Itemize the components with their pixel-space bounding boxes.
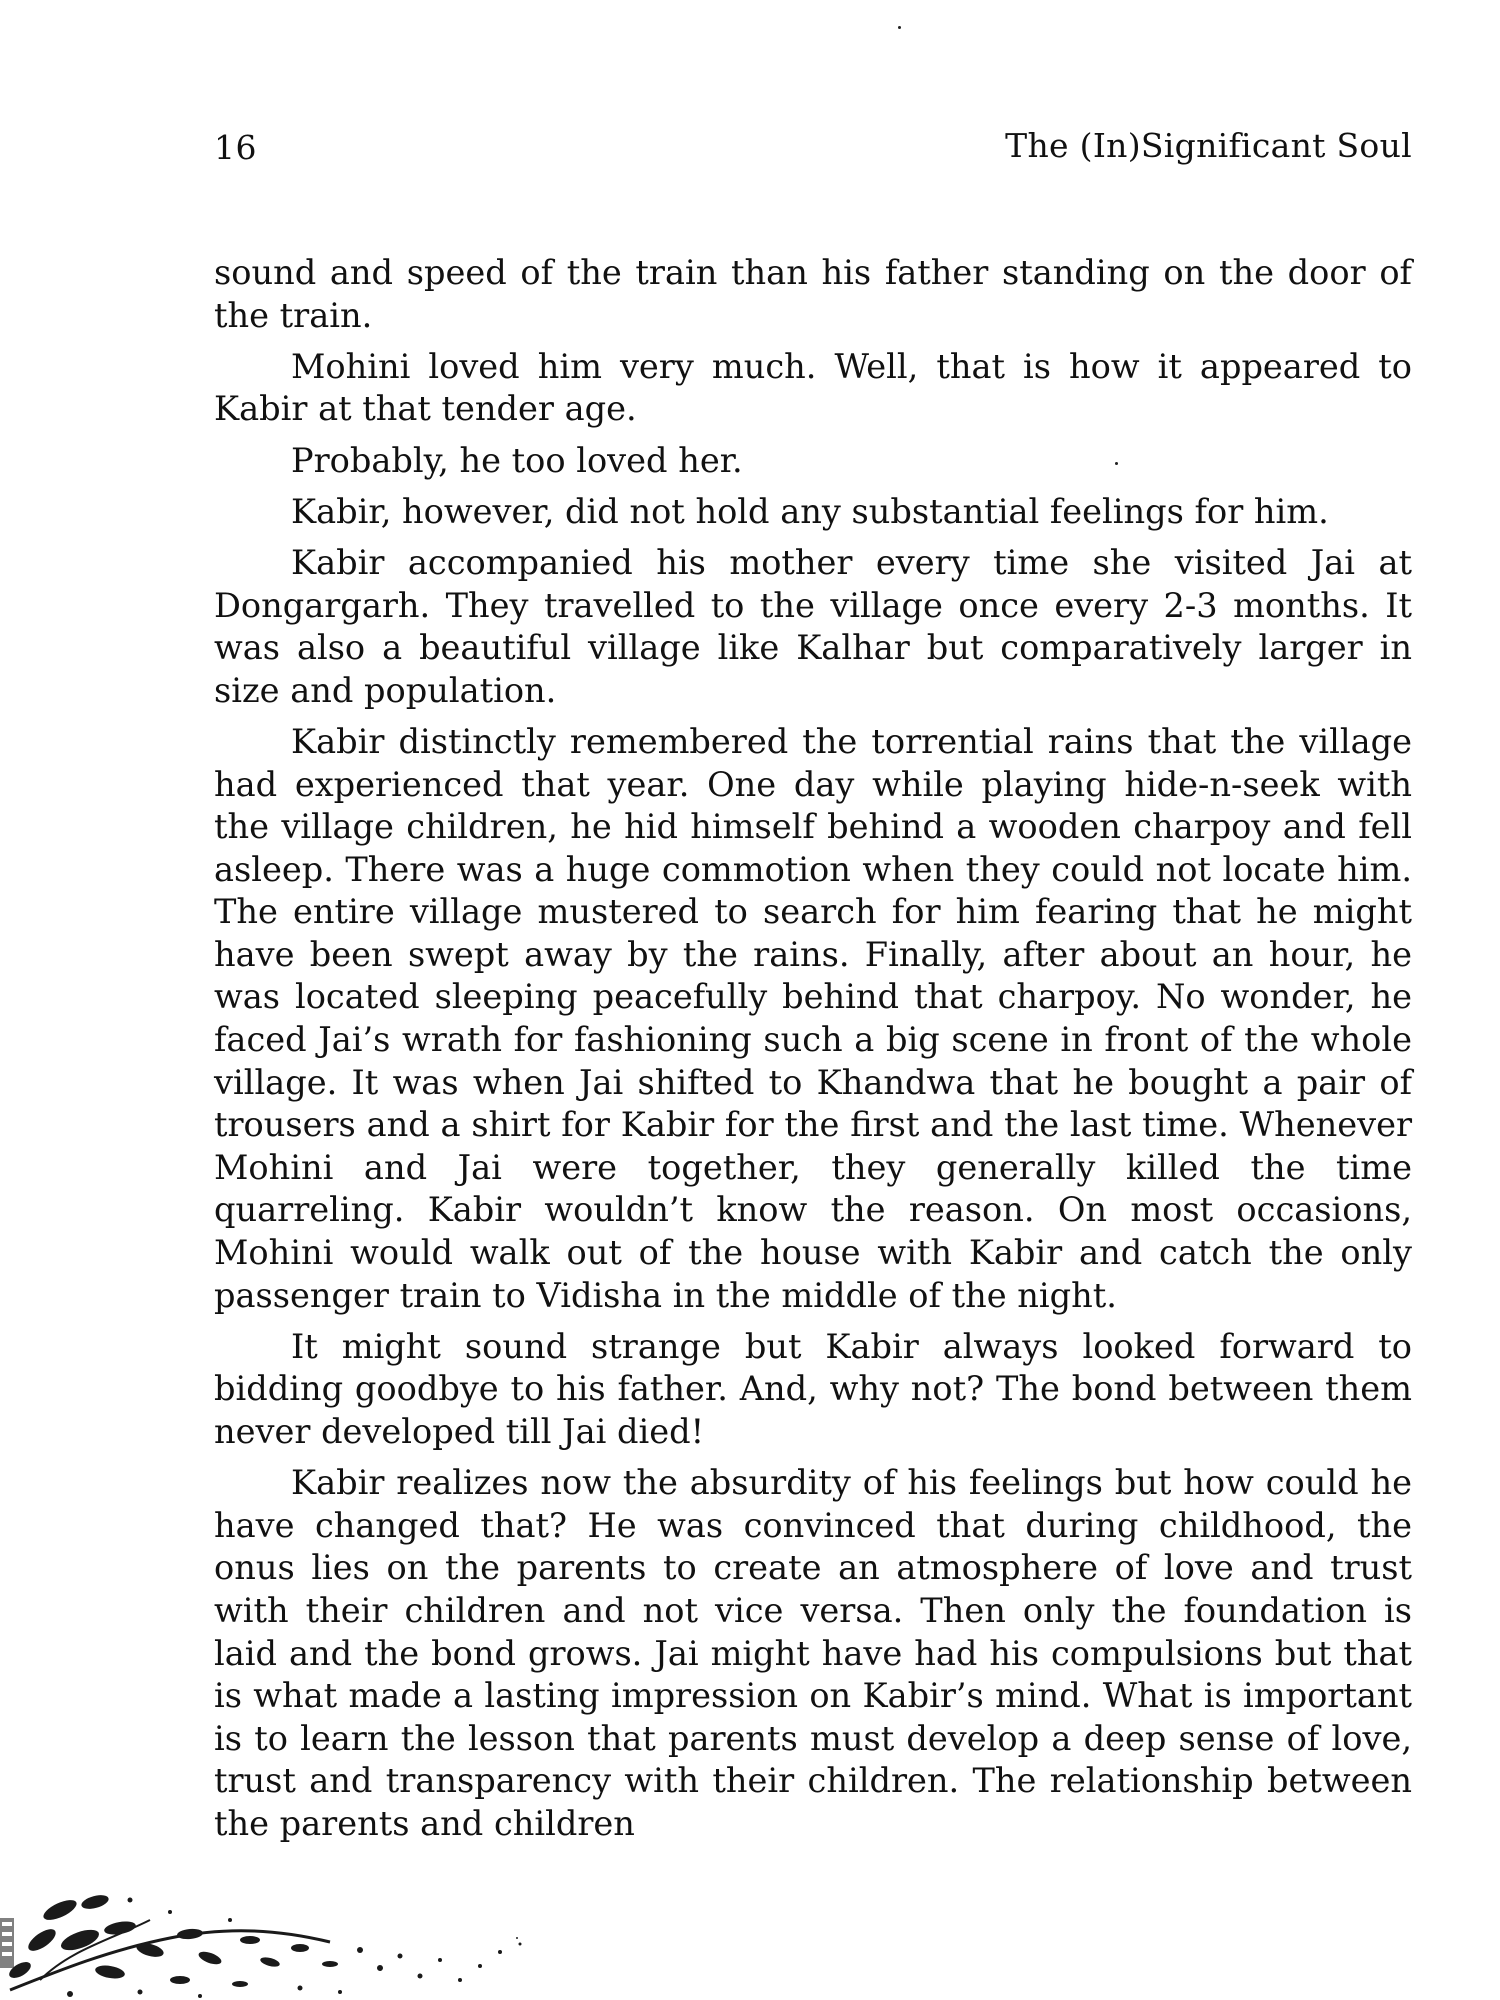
paragraph: It might sound strange but Kabir always looked forward to bidding goodbye to his father. And, why not? The bond between them never developed till Jai died! [214,1326,1412,1451]
paragraph: Kabir distinctly remembered the torrential rains that the village had experienced that year. One day while playing hide-n-seek with the village children, he hid himself behind a wooden charpoy and fell asleep. There was a huge commotion when they could not locate him. The entire village mustered to search for him fearing that he might have been swept away by the rains. Finally, after about an hour, he was located sleeping peacefully behind that charpoy. No wonder, he faced Jai’s wrath for fashioning such a big scene in front of the whole village. It was when Jai shifted to Khandwa that he bought a pair of trousers and a shirt for Kabir for the first and the last time. Whenever Mohini and Jai were together, they generally killed the time quarreling. Kabir wouldn’t know the reason. On most occasions, Mohini would walk out of the house with Kabir and catch the only passenger train to Vidisha in the middle of the night. [214,721,1412,1315]
paragraph: Probably, he too loved her. [291,440,743,480]
scan-speck [898,26,901,29]
paragraph: Kabir realizes now the absurdity of his feelings but how could he have changed that? He was convinced that during childhood, the onus lies on the parents to create an atmosphere of love and trust with their children and not vice versa. Then only the foundation is laid and the bond grows. Jai might have had his compulsions but that is what made a lasting impression on Kabir’s mind. What is important is to learn the lesson that parents must develop a deep sense of love, trust and transparency with their children. The relationship between the parents and children [214,1463,1412,1843]
scan-speck [1115,462,1118,465]
paragraph: Mohini loved him very much. Well, that is how it appeared to Kabir at that tender age. [214,346,1412,429]
paragraph: Kabir, however, did not hold any substantial feelings for him. [291,491,1329,531]
leafy-vine-ornament-icon [0,1880,560,2000]
body-text [214,252,1412,1854]
paragraph: sound and speed of the train than his father standing on the door of the train. [214,253,1412,335]
running-title: The (In)Significant Soul [1005,126,1412,165]
paragraph: Kabir accompanied his mother every time she visited Jai at Dongargarh. They travelled to the village once every 2-3 months. It was also a beautiful village like Kalhar but comparatively larger in size and population. [214,542,1412,710]
page-number: 16 [214,128,257,167]
